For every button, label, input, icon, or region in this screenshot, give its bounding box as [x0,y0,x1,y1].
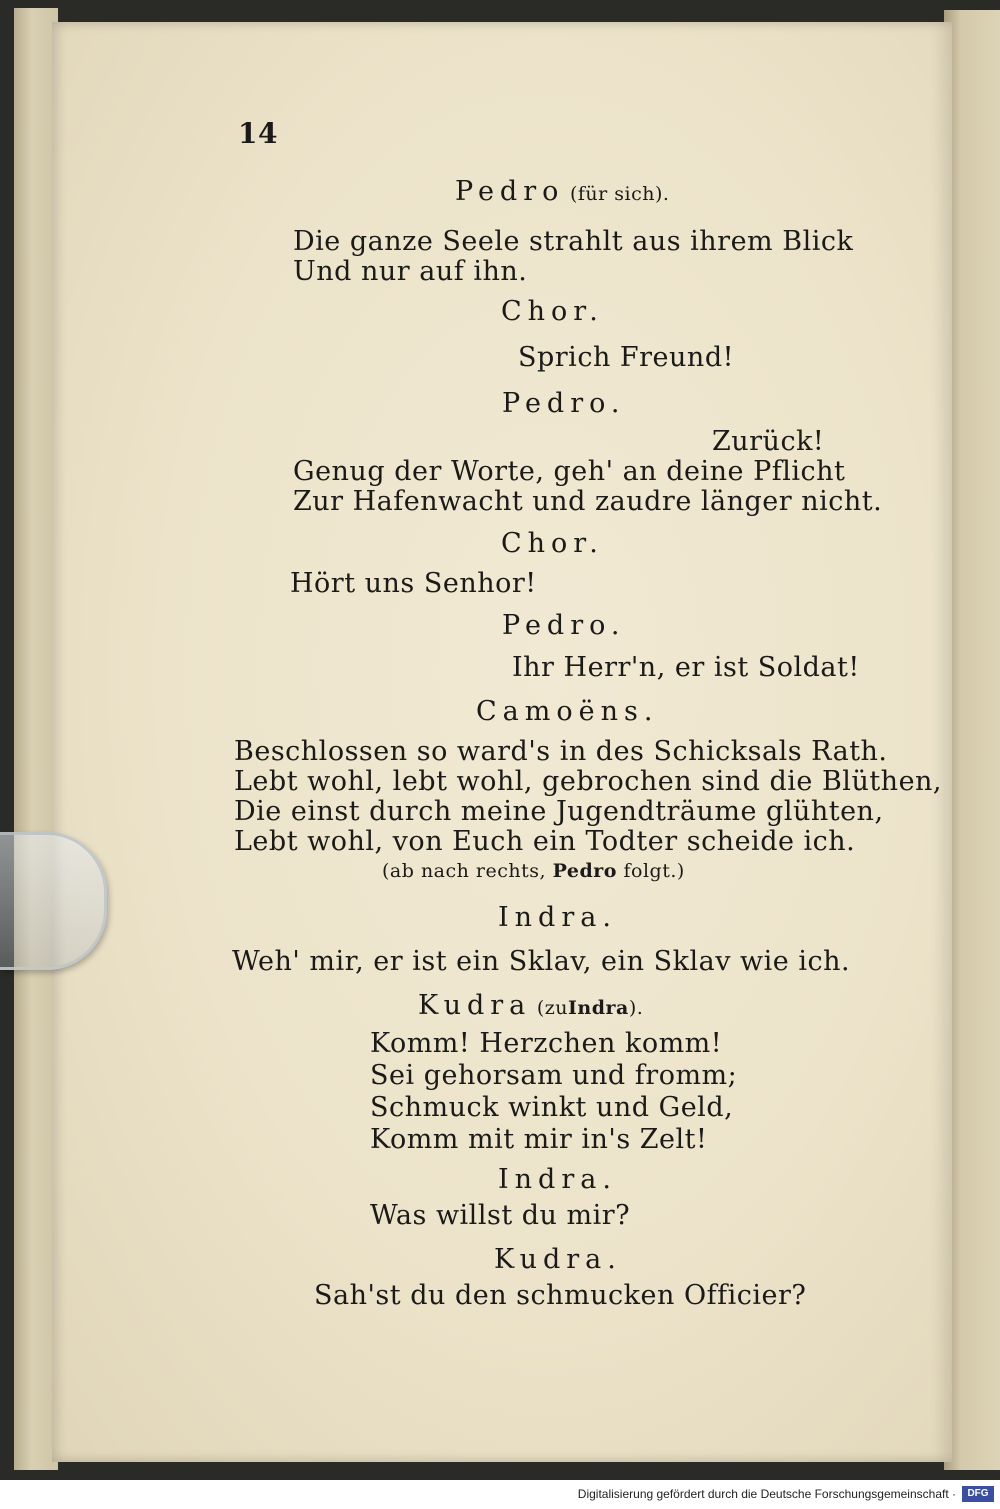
stage-direction: ). [628,997,644,1019]
verse-line: Die einst durch meine Jugendträume glühten, [234,796,884,827]
speaker-pedro-2: Pedro. [502,388,626,419]
speaker-kudra-2: Kudra. [494,1244,622,1275]
verse-line: Sah'st du den schmucken Officier? [314,1280,807,1311]
stage-direction: (zu [536,997,569,1019]
verse-line: Zur Hafenwacht und zaudre länger nicht. [293,486,883,517]
verse-line: Lebt wohl, von Euch ein Todter scheide ich. [234,826,856,857]
verse-line: Schmuck winkt und Geld, [370,1092,734,1123]
speaker-pedro-3: Pedro. [502,610,626,641]
facing-page-edge [944,10,1000,1470]
verse-line: Und nur auf ihn. [293,256,528,287]
verse-line: Sprich Freund! [518,342,734,373]
speaker-name: Indra [568,997,629,1019]
speaker-chor-1: Chor. [501,296,604,327]
speaker-name: Pedro [455,176,565,207]
verse-line: Weh' mir, er ist ein Sklav, ein Sklav wie ich. [232,946,851,977]
speaker-chor-2: Chor. [501,528,604,559]
speaker-kudra-1 [418,992,643,1019]
speaker-camoens: Camoëns. [476,696,659,727]
speaker-name: Pedro [552,860,617,882]
verse-line: Was willst du mir? [370,1200,631,1231]
stage-direction-text: (ab nach rechts, [382,860,547,882]
verse-line: Beschlossen so ward's in des Schicksals Rath. [234,736,888,767]
speaker-name: Kudra [418,990,532,1021]
verse-line: Lebt wohl, lebt wohl, gebrochen sind die Blüthen, [234,766,943,797]
verse-line: Hört uns Senhor! [290,568,537,599]
speaker-pedro-1 [455,178,669,205]
dfg-logo: DFG [962,1486,994,1502]
verse-line: Komm! Herzchen komm! [370,1028,723,1059]
page-clip [0,832,107,970]
stage-direction-text: folgt.) [623,860,685,882]
verse-line: Sei gehorsam und fromm; [370,1060,738,1091]
verse-line: Genug der Worte, geh' an deine Pflicht [293,456,846,487]
page-number: 14 [238,117,278,150]
footer-credit: Digitalisierung gefördert durch die Deutsche Forschungsgemeinschaft · [577,1487,956,1501]
book-page [52,22,952,1462]
speaker-indra-1: Indra. [498,902,617,933]
verse-line: Komm mit mir in's Zelt! [370,1124,708,1155]
stage-direction: (für sich). [569,183,670,205]
verse-line: Ihr Herr'n, er ist Soldat! [512,652,860,683]
verse-line: Die ganze Seele strahlt aus ihrem Blick [293,226,854,257]
stage-direction-exit [382,862,685,881]
footer-bar [0,1480,1000,1509]
verse-line: Zurück! [712,426,825,457]
speaker-indra-2: Indra. [498,1164,617,1195]
